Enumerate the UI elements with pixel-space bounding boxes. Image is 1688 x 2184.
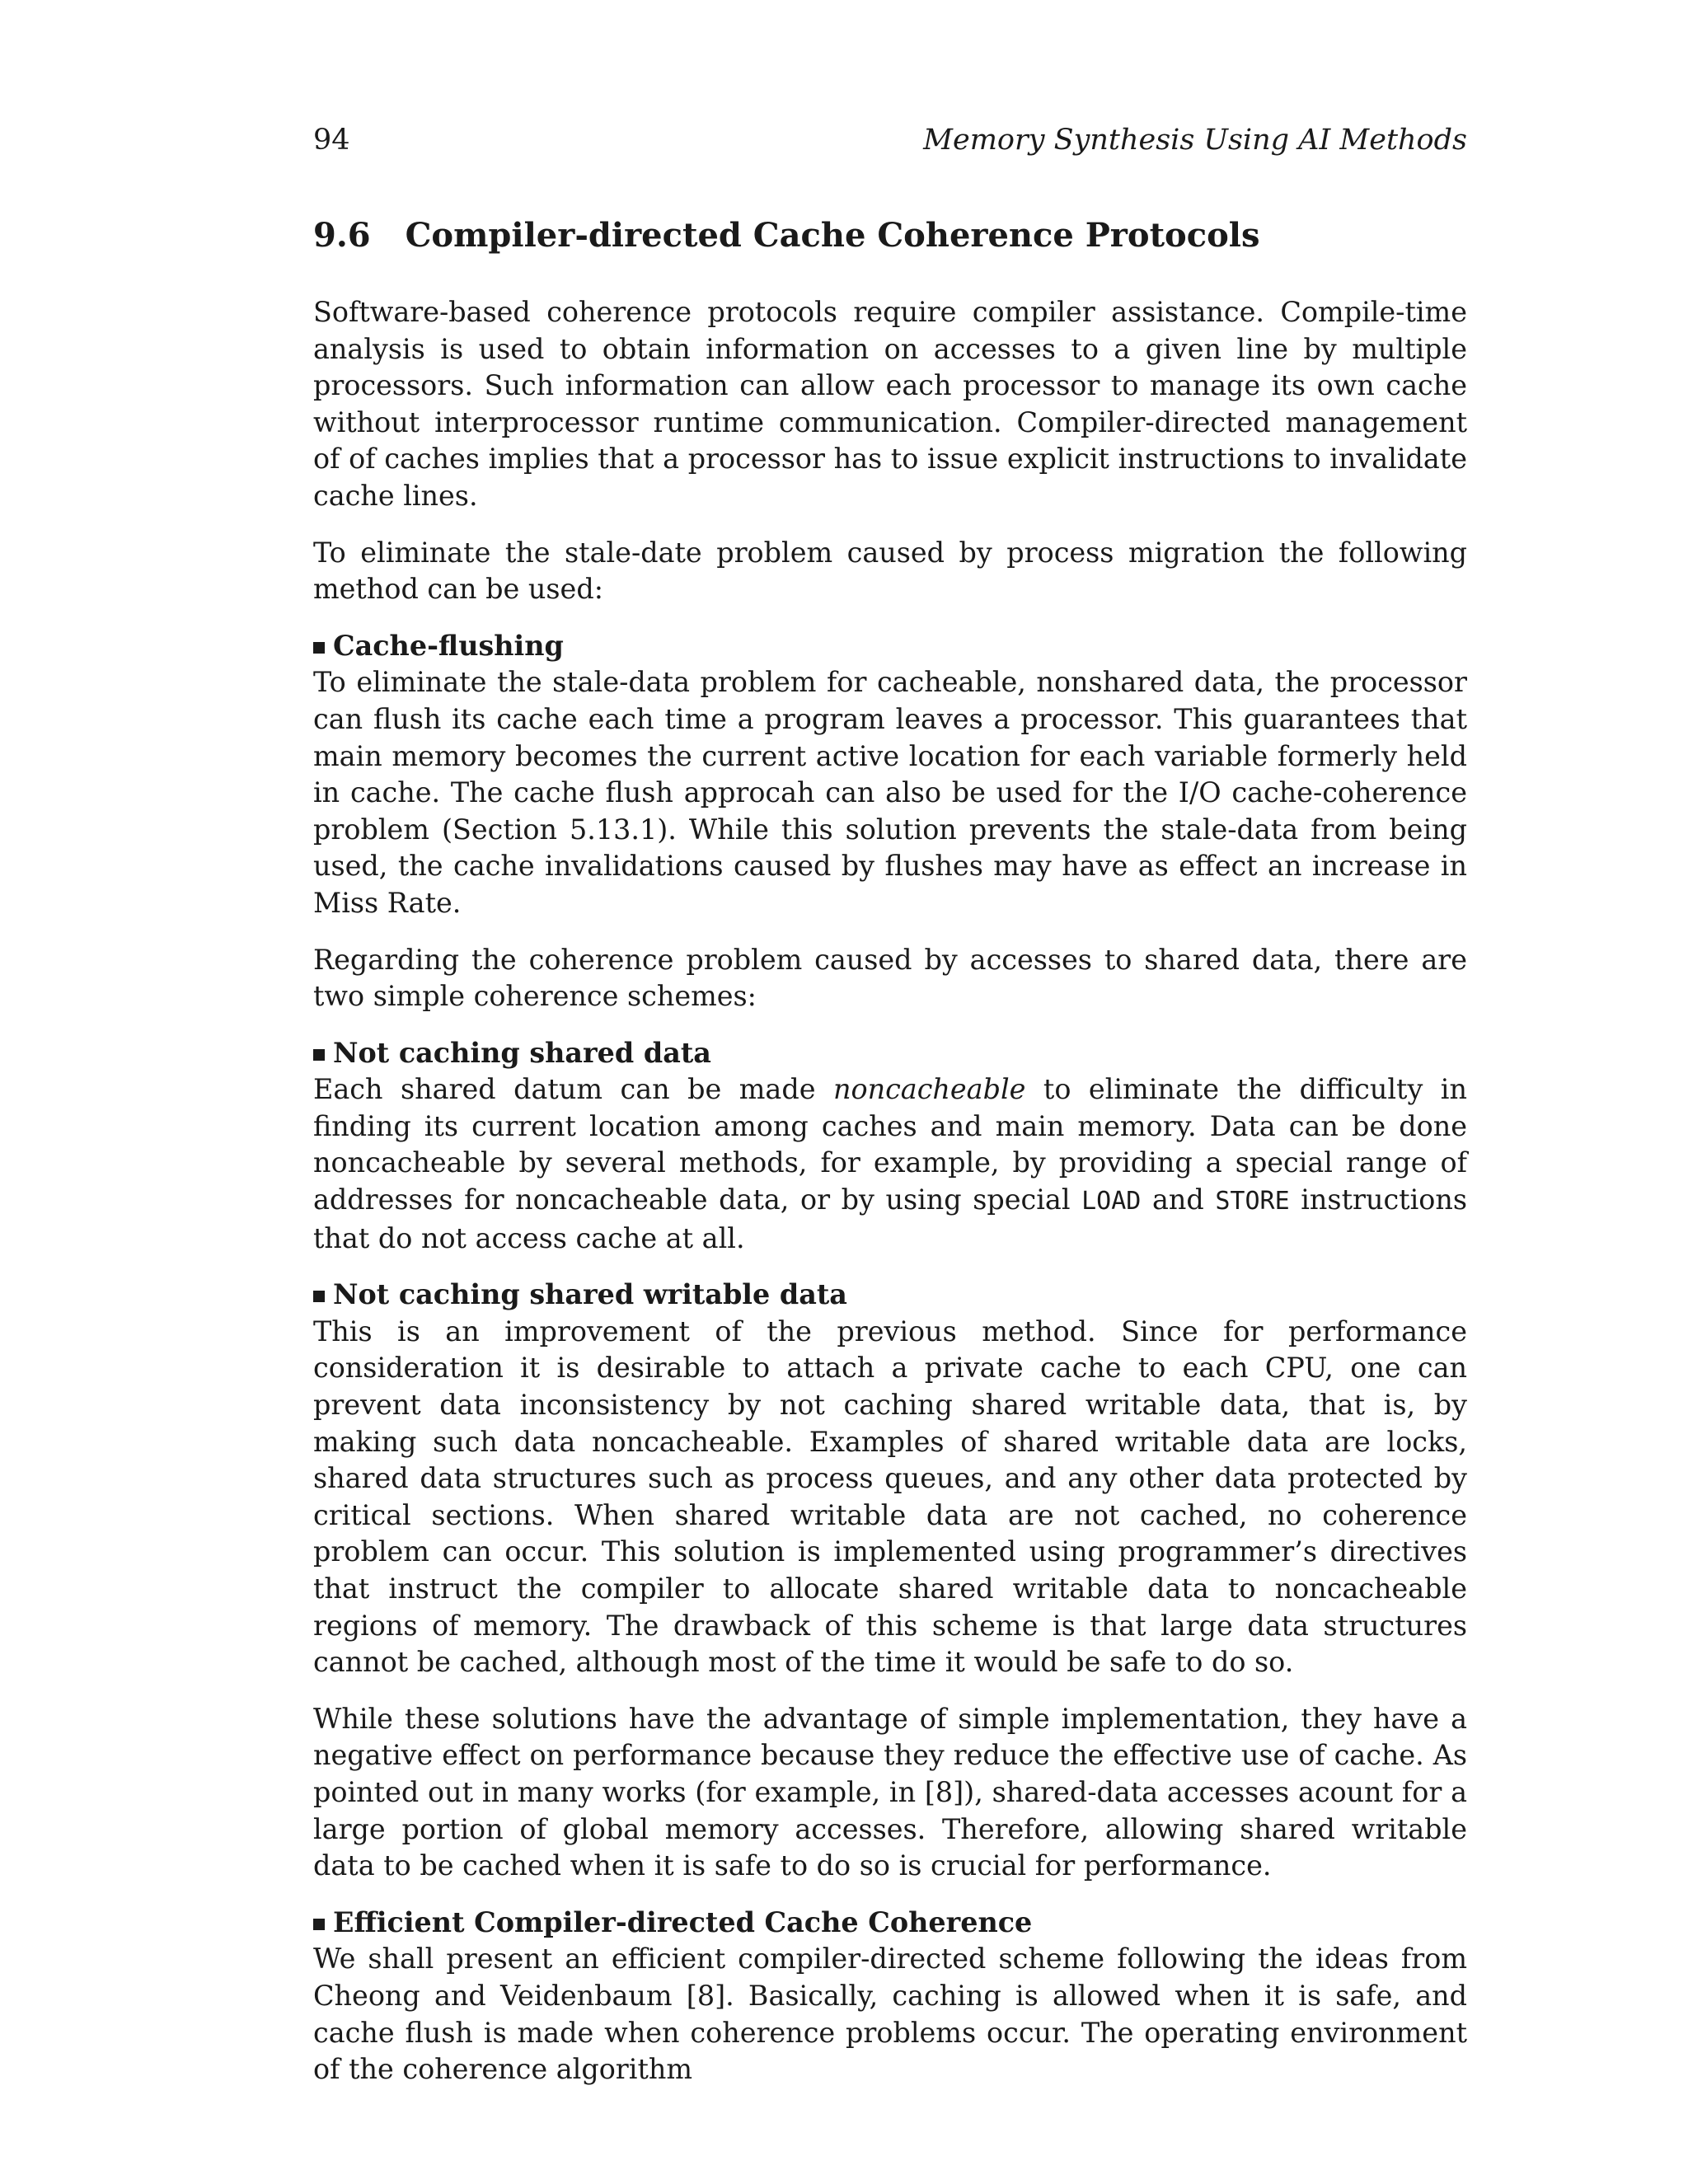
bullet-square-icon (313, 1919, 325, 1930)
code-load: LOAD (1081, 1187, 1142, 1216)
running-title: Memory Synthesis Using AI Methods (923, 124, 1467, 157)
paragraph-while: While these solutions have the advantage of simple implementation, they have a negative effect on performance because they reduce the effective use of cache. As pointed out in many works (for example, in [8]), shared-data accesses acount for a large portion of global memory accesses. Therefore, allowing shared writable data to be cached when it is safe to do so is crucial for performance. (313, 1702, 1467, 1882)
item-heading (313, 1035, 1467, 1072)
item-heading (313, 1905, 1467, 1942)
item-heading (313, 1277, 1467, 1314)
item-text: To eliminate the stale-data problem for cacheable, nonshared data, the processor can flush its cache each time a program leaves a processor. This guarantees that main memory becomes the current active location for each variable formerly held in cache. The cache flush approcah can also be used for the I/O cache-coherence problem (Section 5.13.1). While this solution prevents the stale-data from being used, the cache invalidations caused by flushes may have as effect an increase in Miss Rate. (313, 666, 1467, 919)
body-text (313, 294, 1467, 2088)
item-not-caching-shared-writable-data (313, 1277, 1467, 1681)
code-store: STORE (1215, 1187, 1290, 1216)
item-not-caching-shared-data (313, 1035, 1467, 1258)
section-number: 9.6 (313, 216, 371, 255)
bullet-square-icon (313, 1049, 325, 1061)
page (313, 124, 1467, 2088)
section-title: Compiler-directed Cache Coherence Protocols (405, 216, 1260, 255)
text-run: Each shared datum can be made (313, 1073, 833, 1106)
paragraph-stale-date: To eliminate the stale-date problem caused by process migration the following method can be used: (313, 536, 1467, 606)
bullet-square-icon (313, 642, 325, 654)
item-heading-text: Not caching shared writable data (333, 1278, 847, 1311)
item-text: This is an improvement of the previous method. Since for performance consideration it is desirable to attach a private cache to each CPU, one can prevent data inconsistency by not caching shared writable data, that is, by making such data noncacheable. Examples of shared writable data are locks, shared data structures such as process queues, and any other data protected by critical sections. When shared writable data are not cached, no coherence problem can occur. This solution is implemented using programmer’s directives that instruct the compiler to allocate shared writable data to noncacheable regions of memory. The drawback of this scheme is that large data structures cannot be cached, although most of the time it would be safe to do so. (313, 1315, 1467, 1679)
page-number: 94 (313, 124, 350, 157)
paragraph-intro: Software-based coherence protocols require compiler assistance. Compile-time analysis is used to obtain information on accesses to a given line by multiple processors. Such information can allow each processor to manage its own cache without interprocessor runtime communication. Compiler-directed management of of caches implies that a processor has to issue explicit instructions to invalidate cache lines. (313, 296, 1467, 512)
paragraph-regarding: Regarding the coherence problem caused by accesses to shared data, there are two simple coherence schemes: (313, 943, 1467, 1013)
text-run: instructions that do not access cache at all. (313, 1183, 1467, 1254)
item-text (313, 1071, 1467, 1257)
text-run: to eliminate the difficulty in finding its current location among caches and main memory. Data can be done noncacheable by several methods, for example, by providing a special range of addresses for noncacheable data, or by using special (313, 1073, 1467, 1216)
item-heading (313, 628, 1467, 665)
emphasis-noncacheable: noncacheable (832, 1073, 1026, 1106)
text-run: and (1141, 1183, 1216, 1216)
running-head (313, 124, 1467, 173)
bullet-square-icon (313, 1291, 325, 1302)
item-cache-flushing (313, 628, 1467, 922)
item-efficient-compiler-directed (313, 1905, 1467, 2088)
item-heading-text: Efficient Compiler-directed Cache Coherence (333, 1905, 1033, 1938)
item-heading-text: Not caching shared data (333, 1036, 711, 1069)
item-heading-text: Cache-flushing (333, 629, 564, 662)
section-heading (313, 216, 1467, 255)
item-text: We shall present an efficient compiler-directed scheme following the ideas from Cheong and Veidenbaum [8]. Basically, caching is allowed when it is safe, and cache flush is made when coherence problems occur. The operating environment of the coherence algorithm (313, 1943, 1467, 2086)
